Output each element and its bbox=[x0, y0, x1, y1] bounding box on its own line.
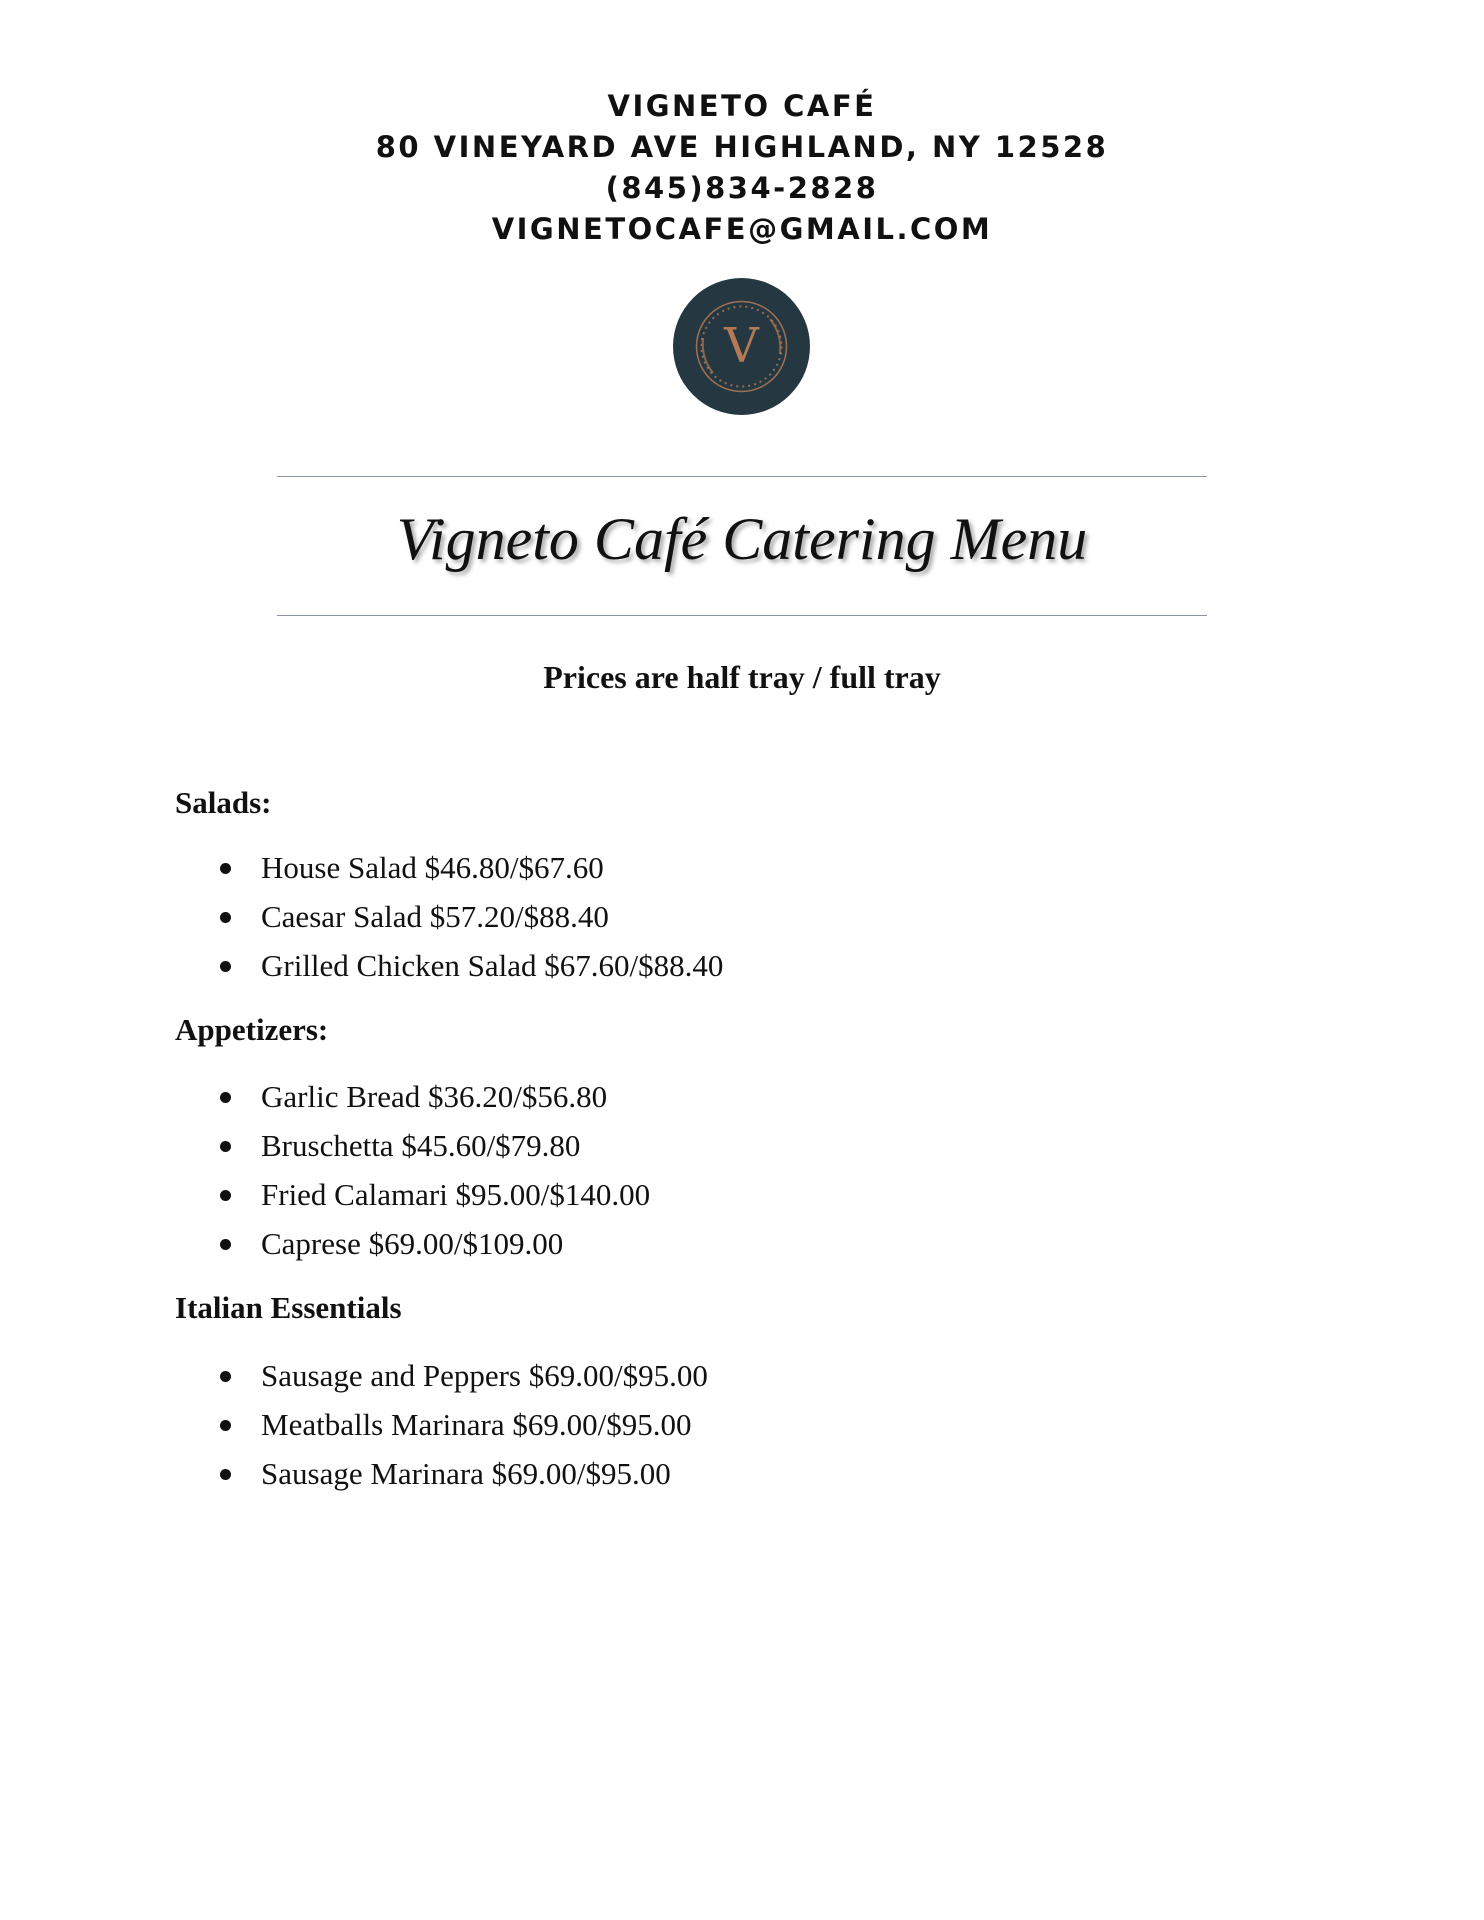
section-title-salads: Salads: bbox=[175, 785, 272, 820]
menu-item bbox=[175, 1072, 1275, 1121]
menu-item bbox=[175, 1219, 1275, 1268]
menu-item-text: Garlic Bread $36.20/$56.80 bbox=[261, 1079, 608, 1114]
title-rule-bottom bbox=[277, 615, 1207, 616]
menu-item bbox=[175, 1170, 1275, 1219]
menu-section-italian-essentials bbox=[175, 1285, 1275, 1498]
cafe-logo bbox=[673, 278, 810, 415]
menu-list-appetizers bbox=[175, 1072, 1275, 1268]
menu-item-text: House Salad $46.80/$67.60 bbox=[261, 850, 604, 885]
title-rule-top bbox=[277, 476, 1207, 477]
pricing-note: Prices are half tray / full tray bbox=[543, 659, 941, 695]
menu-item-text: Fried Calamari $95.00/$140.00 bbox=[261, 1177, 651, 1212]
bullet-icon bbox=[220, 1092, 231, 1103]
menu-item-text: Caprese $69.00/$109.00 bbox=[261, 1226, 564, 1261]
page-title: Vigneto Café Catering Menu bbox=[396, 506, 1088, 572]
bullet-icon bbox=[220, 912, 231, 923]
bullet-icon bbox=[220, 863, 231, 874]
cafe-address: 80 VINEYARD AVE HIGHLAND, NY 12528 bbox=[375, 130, 1109, 164]
menu-item bbox=[175, 1121, 1275, 1170]
menu-item-text: Meatballs Marinara $69.00/$95.00 bbox=[261, 1407, 692, 1442]
bullet-icon bbox=[220, 1371, 231, 1382]
section-title-appetizers: Appetizers: bbox=[175, 1012, 329, 1047]
menu-sections bbox=[175, 780, 1275, 1498]
menu-item bbox=[175, 1400, 1275, 1449]
bullet-icon bbox=[220, 1190, 231, 1201]
menu-item bbox=[175, 941, 1275, 990]
menu-section-salads bbox=[175, 780, 1275, 990]
menu-item bbox=[175, 1351, 1275, 1400]
menu-item-text: Sausage Marinara $69.00/$95.00 bbox=[261, 1456, 671, 1491]
logo-letter: V bbox=[724, 318, 759, 374]
cafe-name: VIGNETO CAFÉ bbox=[607, 89, 877, 123]
bullet-icon bbox=[220, 961, 231, 972]
bullet-icon bbox=[220, 1239, 231, 1250]
cafe-email: VIGNETOCAFE@GMAIL.COM bbox=[491, 212, 993, 246]
menu-item bbox=[175, 892, 1275, 941]
menu-list-salads bbox=[175, 843, 1275, 990]
menu-item-text: Caesar Salad $57.20/$88.40 bbox=[261, 899, 609, 934]
menu-item-text: Sausage and Peppers $69.00/$95.00 bbox=[261, 1358, 708, 1393]
bullet-icon bbox=[220, 1141, 231, 1152]
menu-list-italian-essentials bbox=[175, 1351, 1275, 1498]
menu-item bbox=[175, 1449, 1275, 1498]
menu-item bbox=[175, 843, 1275, 892]
bullet-icon bbox=[220, 1420, 231, 1431]
menu-section-appetizers bbox=[175, 1007, 1275, 1268]
section-title-italian-essentials: Italian Essentials bbox=[175, 1290, 402, 1325]
menu-item-text: Grilled Chicken Salad $67.60/$88.40 bbox=[261, 948, 724, 983]
cafe-phone: (845)834-2828 bbox=[605, 171, 879, 205]
contact-header bbox=[0, 86, 1484, 250]
bullet-icon bbox=[220, 1469, 231, 1480]
menu-item-text: Bruschetta $45.60/$79.80 bbox=[261, 1128, 581, 1163]
